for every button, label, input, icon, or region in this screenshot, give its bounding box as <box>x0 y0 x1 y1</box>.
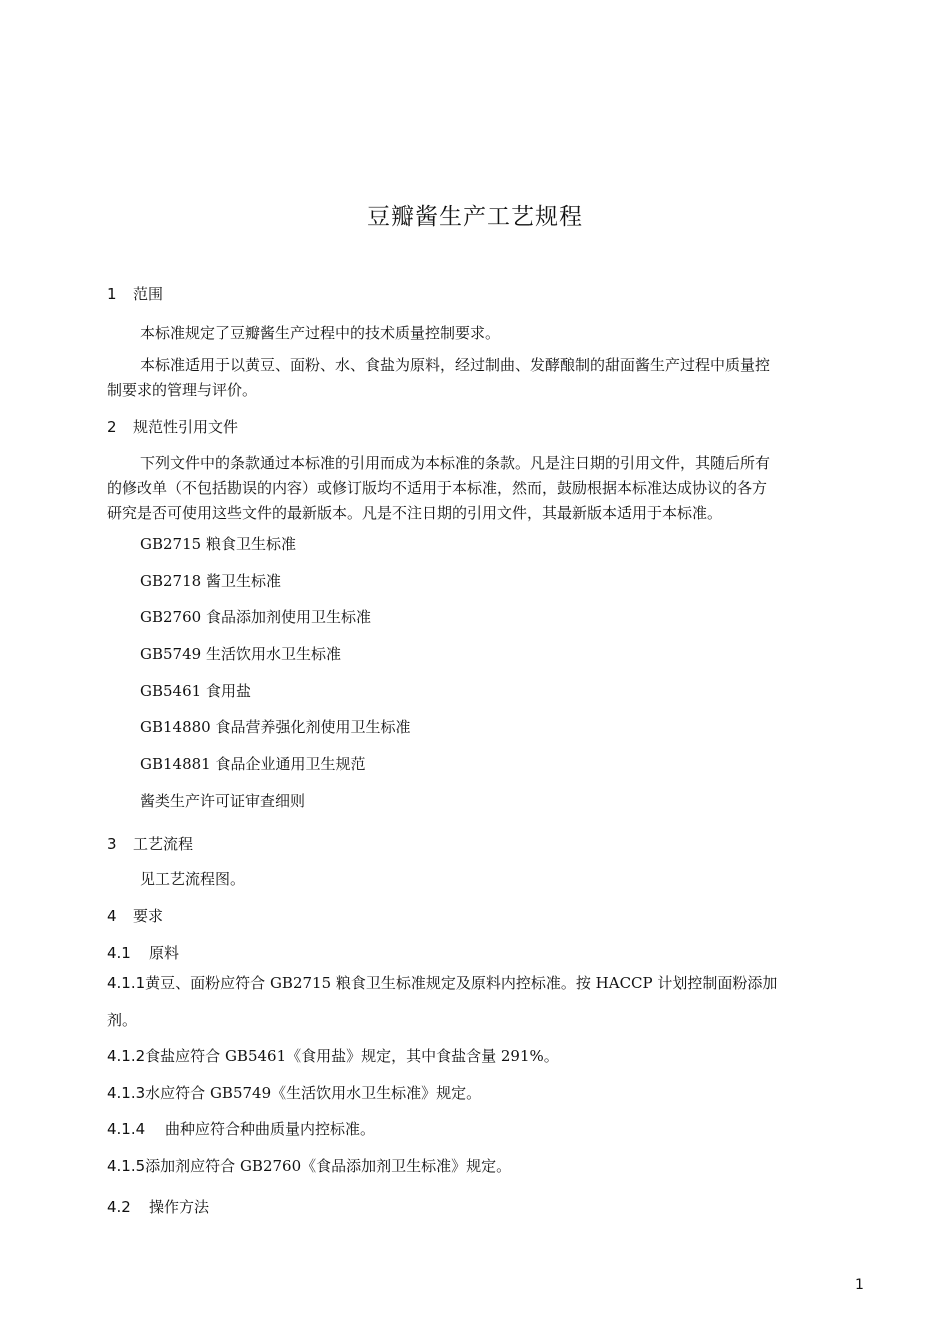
section-number: 4 <box>107 907 117 925</box>
section-4-heading <box>107 905 163 926</box>
reference-item: GB5461 食用盐 <box>140 682 251 700</box>
section-number: 3 <box>107 835 117 853</box>
reference-item: GB14880 食品营养强化剂使用卫生标准 <box>140 718 411 736</box>
item-text: 黄豆、面粉应符合 GB2715 粮食卫生标准规定及原料内控标准。按 HACCP 计划控制面粉添加 <box>145 974 778 992</box>
section-title: 要求 <box>133 907 164 925</box>
item-number: 4.1.3 <box>107 1084 146 1102</box>
section-title: 工艺流程 <box>133 835 194 853</box>
subsection-title: 原料 <box>149 944 180 962</box>
paragraph-continuation: 的修改单（不包括勘误的内容）或修订版均不适用于本标准，然而，鼓励根据本标准达成协议的各方 <box>107 479 768 497</box>
subsection-number: 4.1 <box>107 944 131 962</box>
requirement-item <box>107 1118 375 1139</box>
item-number: 4.1.1 <box>107 974 146 992</box>
item-number: 4.1.5 <box>107 1157 146 1175</box>
section-2-heading <box>107 416 238 437</box>
section-number: 1 <box>107 285 117 303</box>
section-title: 范围 <box>133 285 164 303</box>
reference-item: 酱类生产许可证审查细则 <box>140 792 306 810</box>
document-title: 豆瓣酱生产工艺规程 <box>367 204 583 230</box>
item-text: 添加剂应符合 GB2760《食品添加剂卫生标准》规定。 <box>145 1157 512 1175</box>
section-number: 2 <box>107 418 117 436</box>
requirement-item <box>107 1082 481 1103</box>
item-text: 剂。 <box>107 1011 138 1029</box>
paragraph: 见工艺流程图。 <box>140 870 246 888</box>
item-text: 曲种应符合种曲质量内控标准。 <box>165 1120 376 1138</box>
requirement-item <box>107 1045 559 1066</box>
requirement-item <box>107 972 777 993</box>
reference-item: GB2715 粮食卫生标准 <box>140 535 296 553</box>
item-text: 食盐应符合 GB5461《食用盐》规定，其中食盐含量 291%。 <box>145 1047 559 1065</box>
paragraph-continuation: 研究是否可使用这些文件的最新版本。凡是不注日期的引用文件，其最新版本适用于本标准。 <box>107 504 723 522</box>
reference-item: GB2760 食品添加剂使用卫生标准 <box>140 608 371 626</box>
subsection-4-1-heading <box>107 942 179 963</box>
item-number: 4.1.2 <box>107 1047 146 1065</box>
reference-item: GB2718 酱卫生标准 <box>140 572 281 590</box>
requirement-item-continuation <box>107 1009 137 1030</box>
paragraph: 本标准规定了豆瓣酱生产过程中的技术质量控制要求。 <box>140 324 501 342</box>
paragraph: 本标准适用于以黄豆、面粉、水、食盐为原料，经过制曲、发酵酿制的甜面酱生产过程中质量控 <box>140 356 771 374</box>
page-number: 1 <box>855 1277 864 1293</box>
section-1-heading <box>107 283 163 304</box>
subsection-title: 操作方法 <box>149 1198 210 1216</box>
subsection-4-2-heading <box>107 1196 209 1217</box>
subsection-number: 4.2 <box>107 1198 131 1216</box>
paragraph-continuation: 制要求的管理与评价。 <box>107 381 258 399</box>
reference-item: GB5749 生活饮用水卫生标准 <box>140 645 341 663</box>
requirement-item <box>107 1155 511 1176</box>
section-title: 规范性引用文件 <box>133 418 239 436</box>
item-text: 水应符合 GB5749《生活饮用水卫生标准》规定。 <box>145 1084 482 1102</box>
reference-item: GB14881 食品企业通用卫生规范 <box>140 755 366 773</box>
paragraph: 下列文件中的条款通过本标准的引用而成为本标准的条款。凡是注日期的引用文件，其随后所有 <box>140 454 771 472</box>
item-number: 4.1.4 <box>107 1120 146 1138</box>
section-3-heading <box>107 833 193 854</box>
